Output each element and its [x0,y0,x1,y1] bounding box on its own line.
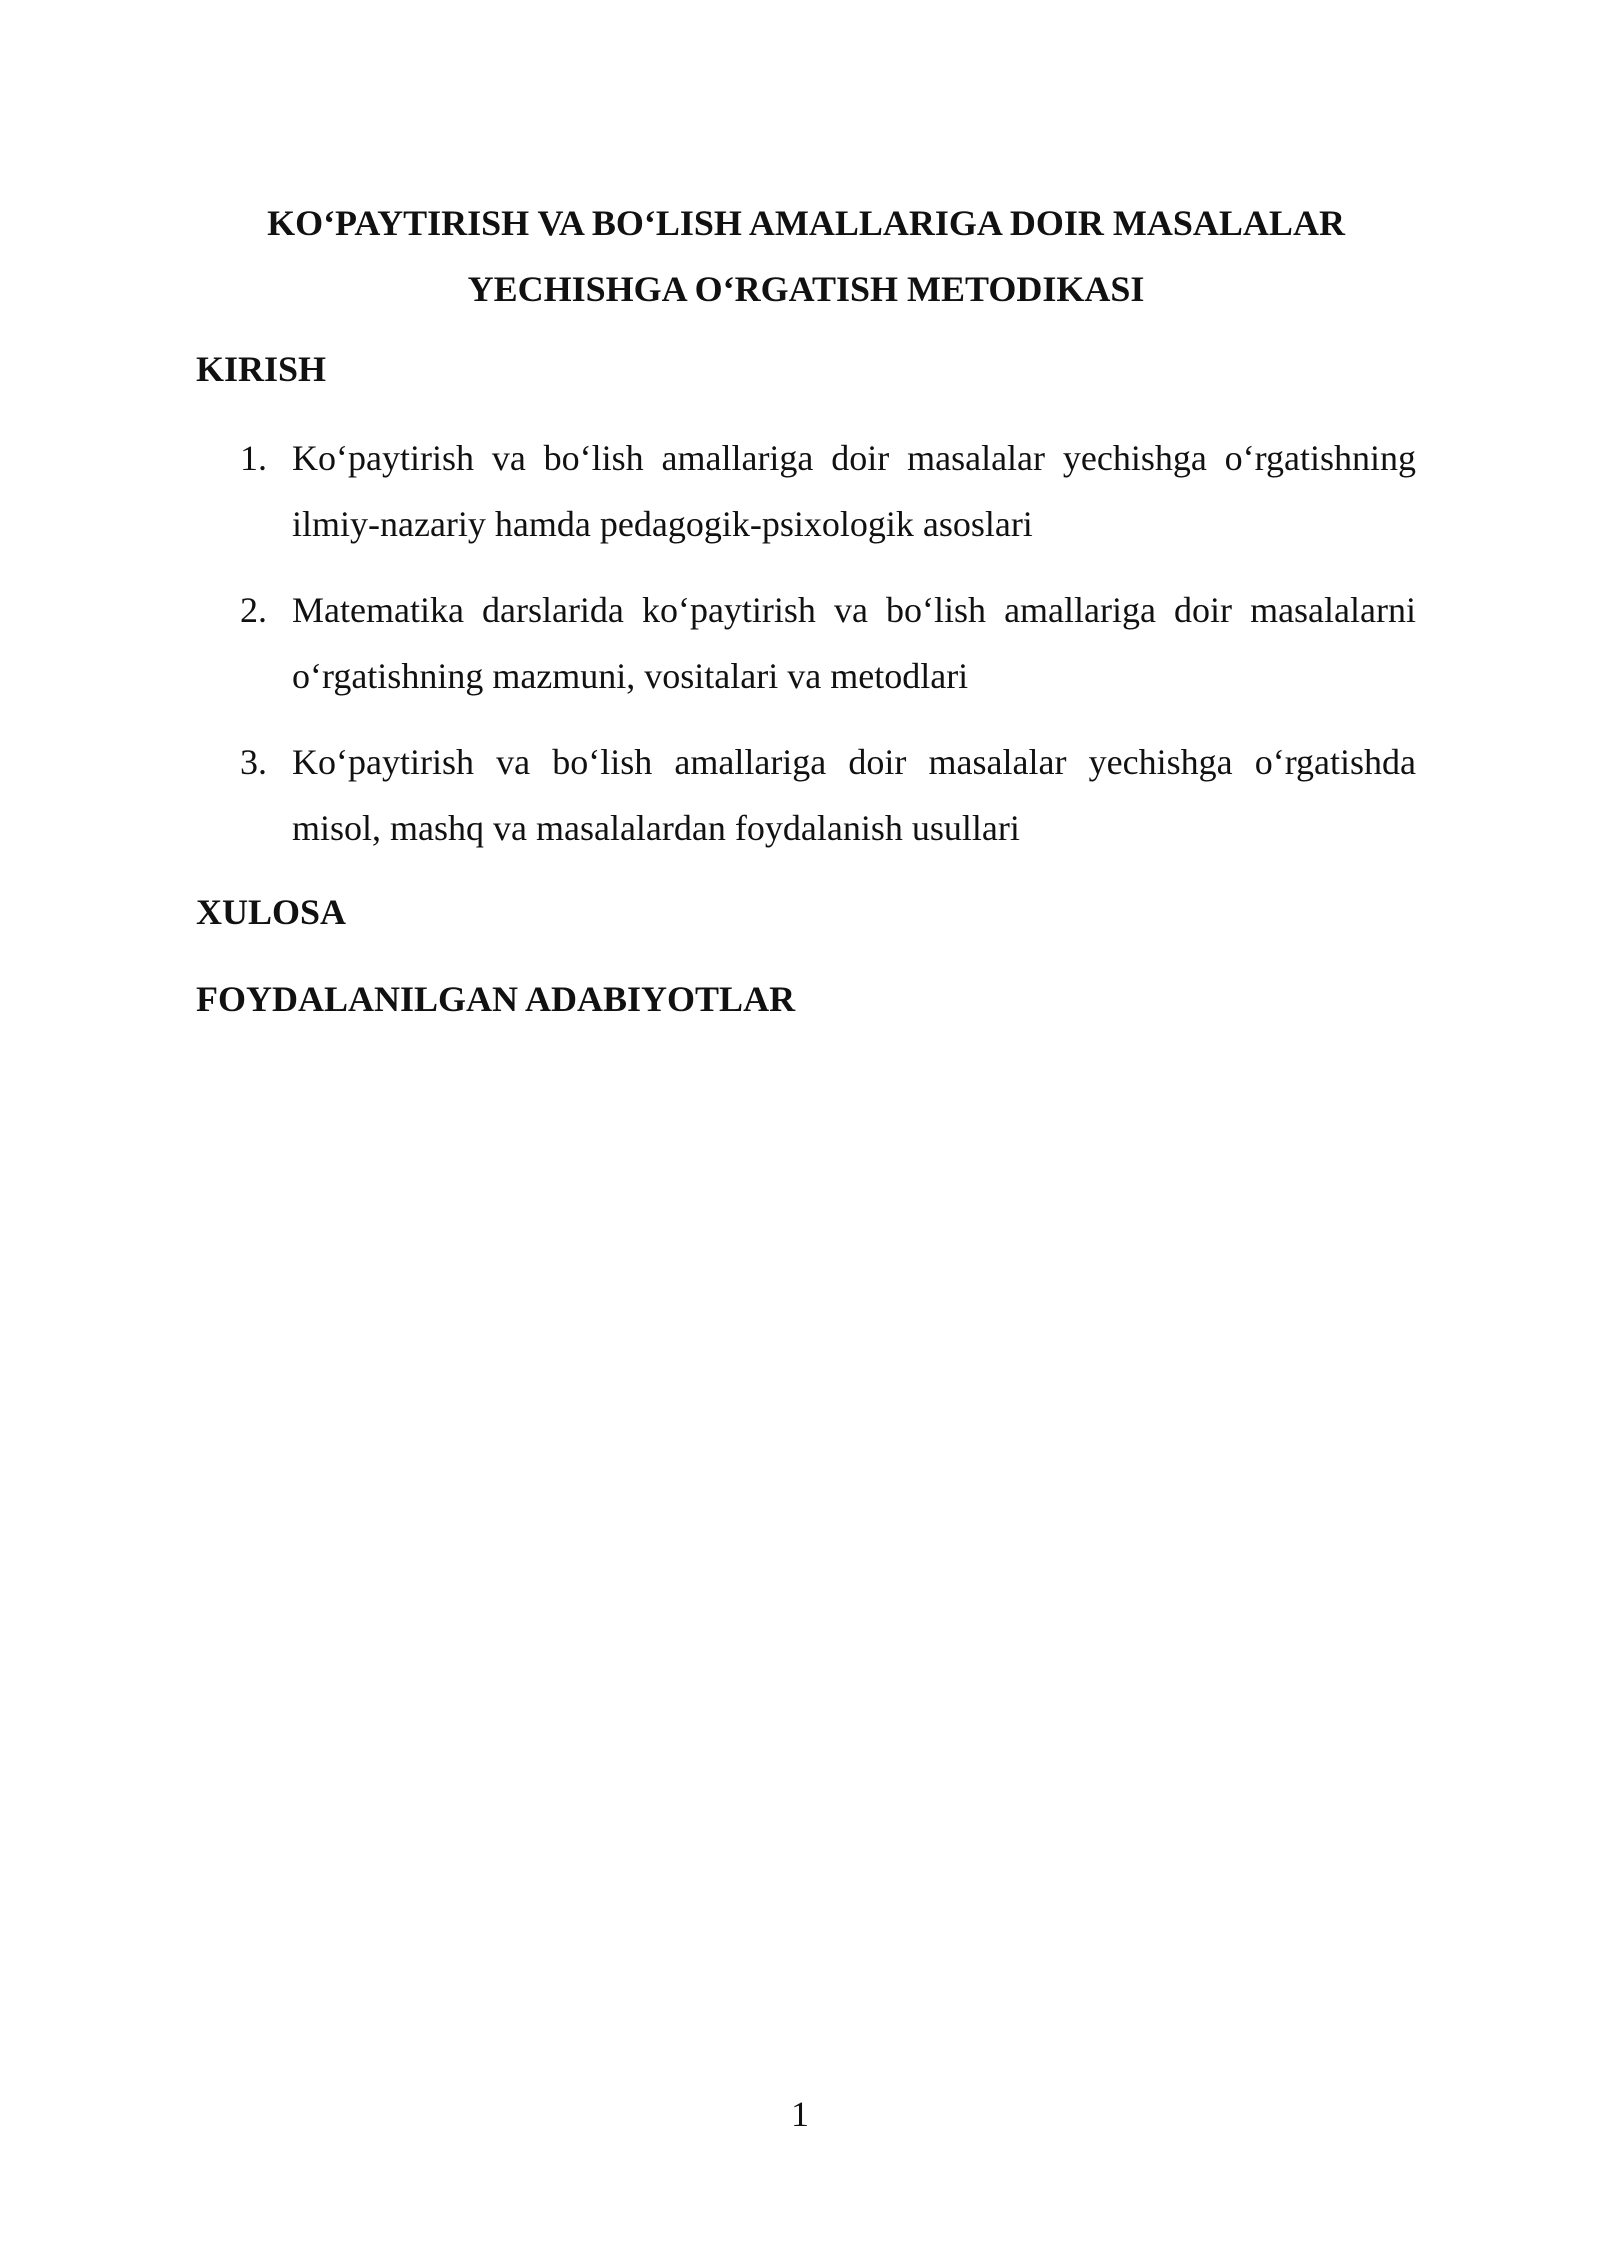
list-item-number: 1. [240,438,267,478]
contents-list [196,425,1416,881]
list-item-text: Ko‘paytirish va bo‘lish amallariga doir masalalar yechishga o‘rgatishning ilmiy-nazariy hamda pedagogik-psixologik asoslari [292,438,1416,544]
list-item [196,577,1416,709]
list-item [196,425,1416,557]
list-item-text: Ko‘paytirish va bo‘lish amallariga doir masalalar yechishga o‘rgatishda misol, mashq va masalalardan foydalanish usullari [292,742,1416,848]
page-number: 1 [791,2094,809,2134]
list-item-text: Matematika darslarida ko‘paytirish va bo‘lish amallariga doir masalalarni o‘rgatishning mazmuni, vositalari va metodlari [292,590,1416,696]
document-title [196,190,1416,322]
document-title-line-1: KO‘PAYTIRISH VA BO‘LISH AMALLARIGA DOIR MASALALAR [267,203,1345,243]
document-title-line-2: YECHISHGA O‘RGATISH METODIKASI [467,269,1145,309]
list-item-number: 3. [240,742,267,782]
list-item-number: 2. [240,590,267,630]
section-heading-introduction: KIRISH [196,349,327,389]
list-item [196,729,1416,861]
section-heading-conclusion: XULOSA [196,892,347,932]
section-heading-references: FOYDALANILGAN ADABIYOTLAR [196,979,796,1019]
